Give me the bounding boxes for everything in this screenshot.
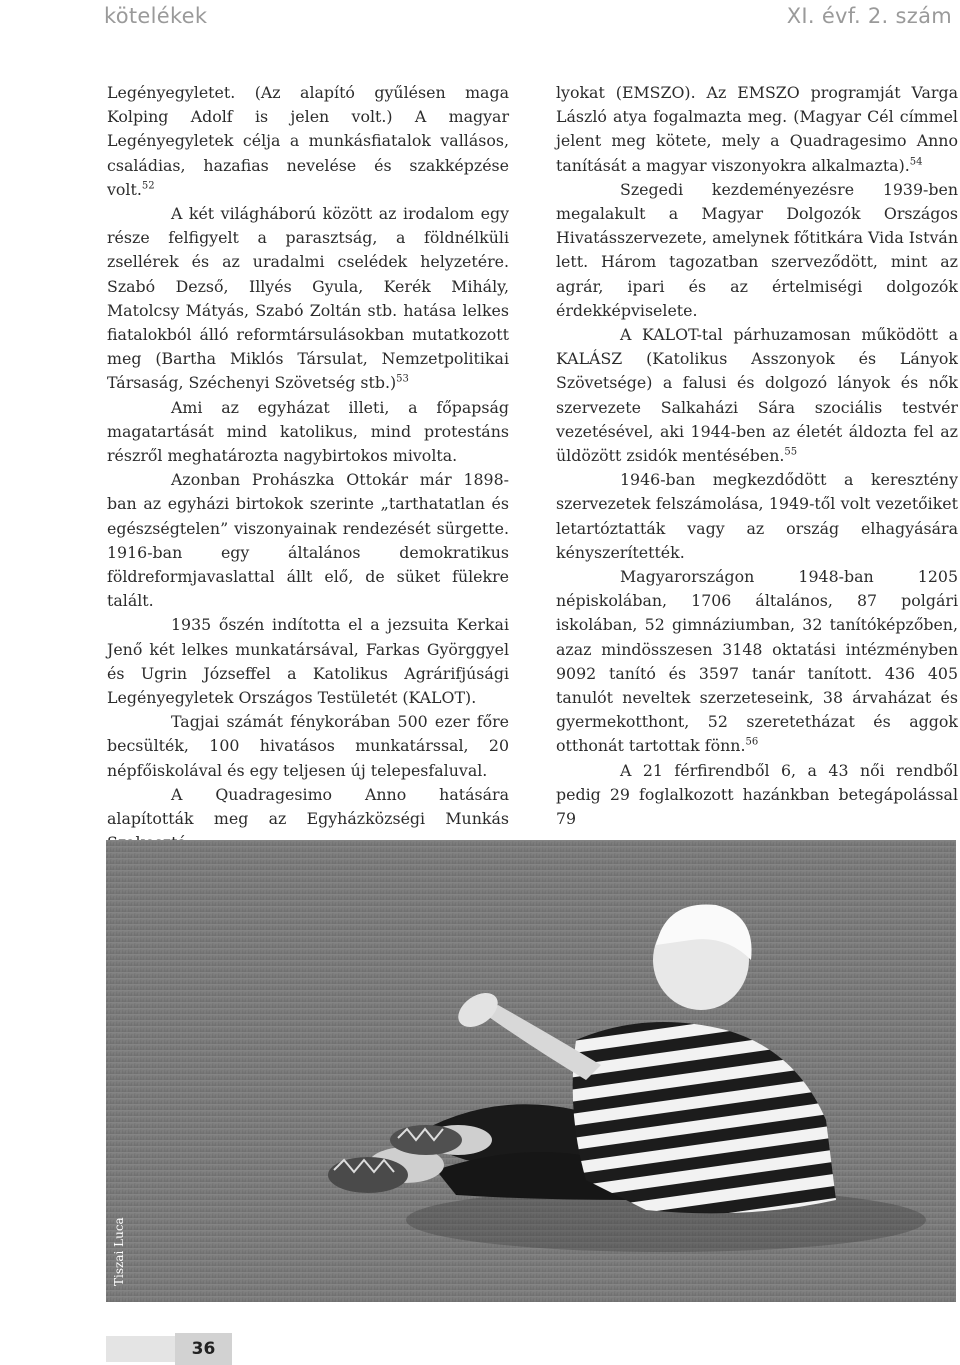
paragraph-text: Magyarországon 1948-ban 1205 népiskolában, 1706 általános, 87 polgári iskolában, 52 gimnáziumban, 32 tanítóképzőben, azaz mindösszesen 3148 oktatási intézményben 9092 tanító és 3597 tanár tanított. 436 405 tanulót neveltek szerzeteseink, 38 árvaházat és gyermekotthont, 52 szeretetházat és aggok otthonát tartottak fönn.: [556, 567, 958, 756]
paragraph: [556, 178, 958, 323]
issue-label: XI. évf. 2. szám: [786, 4, 952, 28]
right-text-column: [556, 81, 958, 831]
footnote-marker: 56: [745, 737, 759, 749]
photo-elderly-man-on-grass: [106, 840, 956, 1302]
page-number: 36: [175, 1333, 232, 1365]
footnote-marker: 55: [784, 446, 798, 458]
paragraph-text: 1946-ban megkezdődött a keresztény szervezetek felszámolása, 1949-től volt vezetőiket letartóztatták vagy az ország elhagyására kényszerítették.: [556, 470, 958, 562]
footnote-marker: 52: [141, 180, 155, 192]
paragraph: [107, 396, 509, 469]
paragraph-text: Tagjai számát fénykorában 500 ezer főre becsülték, 100 hivatásos munkatárssal, 20 népfőiskolával és egy teljesen új telepesfaluval.: [107, 712, 509, 780]
paragraph: [107, 202, 509, 396]
paragraph-text: Ami az egyházat illeti, a főpapság magatartását mind katolikus, mind protestáns részről meghatározta nagybirtokos mivolta.: [107, 397, 509, 466]
footer-strip: [106, 1336, 176, 1362]
paragraph: [556, 759, 958, 832]
paragraph-text: Azonban Prohászka Ottokár már 1898-ban az egyházi birtokok szerinte „tarthatatlan és egészségtelen” viszonyainak rendezését sürgette. 1916-ban egy általános demokratikus földreformjavaslattal állt elő, de süket fülekre talált.: [107, 470, 509, 611]
paragraph: [556, 468, 958, 565]
paragraph: [107, 710, 509, 783]
paragraph-text: 1935 őszén indította el a jezsuita Kerkai Jenő két lelkes munkatársával, Farkas Györggyel és Ugrin Józseffel a Katolikus Agrárifjúsági Legényegyletek Országos Testületét (KALOT).: [107, 615, 509, 708]
photo-credit: [112, 1212, 162, 1286]
paragraph-text: A KALOT-tal párhuzamosan működött a KALÁSZ (Katolikus Asszonyok és Lányok Szövetsége) a falusi és dolgozó lányok és nők szervezete Salkaházi Sára szociális testvér vezetésével, aki 1944-ben az életét áldozta fel az üldözött zsidók mentésében.: [556, 325, 958, 466]
paragraph: [107, 468, 509, 613]
paragraph: [107, 81, 509, 202]
footnote-marker: 53: [396, 374, 409, 386]
footnote-marker: 54: [909, 156, 923, 168]
paragraph-text: A 21 férfirendből 6, a 43 női rendből pedig 29 foglalkozott hazánkban betegápolással 79: [556, 760, 958, 829]
paragraph: [556, 81, 958, 178]
journal-title: kötelékek: [104, 4, 208, 28]
paragraph-text: lyokat (EMSZO). Az EMSZO programját Varga László atya fogalmazta meg. (Magyar Cél címmel jelent meg kötete, mely a Quadragesimo Anno tanítását a magyar viszonyokra alkalmazta).: [556, 83, 958, 175]
paragraph-text: Legényegyletet. (Az alapító gyűlésen maga Kolping Adolf is jelen volt.) A magyar Legényegyletek célja a munkásfiatalok vallásos, családias, hazafias nevelése és szakképzése volt.: [107, 83, 509, 199]
left-text-column: [107, 81, 509, 856]
paragraph-text: A Quadragesimo Anno hatására alapították meg az Egyházközségi Munkás: [107, 784, 509, 829]
paragraph: [556, 565, 958, 759]
photo-credit-text: Tiszai Luca: [112, 1217, 126, 1286]
paragraph: [556, 323, 958, 468]
paragraph: [107, 613, 509, 710]
paragraph-text: Szegedi kezdeményezésre 1939-ben megalakult a Magyar Dolgozók Országos Hivatásszervezete, amelynek főtitkára Vida István lett. Három tagozatban szerveződött, mint az agrár, ipari és az értelmiségi dolgozók érdekképviselete.: [556, 179, 958, 320]
paragraph-text: A két világháború között az irodalom egy része felfigyelt a parasztság, a földnélküli zsellérek és az uradalmi cselédek helyzetére. Szabó Dezső, Illyés Gyula, Kerék Mihály, Matolcsy Mátyás, Szabó Zoltán stb. hatása lelkes fiatalokból álló reformtársulásokban mutatkozott meg (Bartha Miklós Társulat, Nemzetpolitikai Társaság, Széchenyi Szövetség stb.): [107, 204, 509, 393]
